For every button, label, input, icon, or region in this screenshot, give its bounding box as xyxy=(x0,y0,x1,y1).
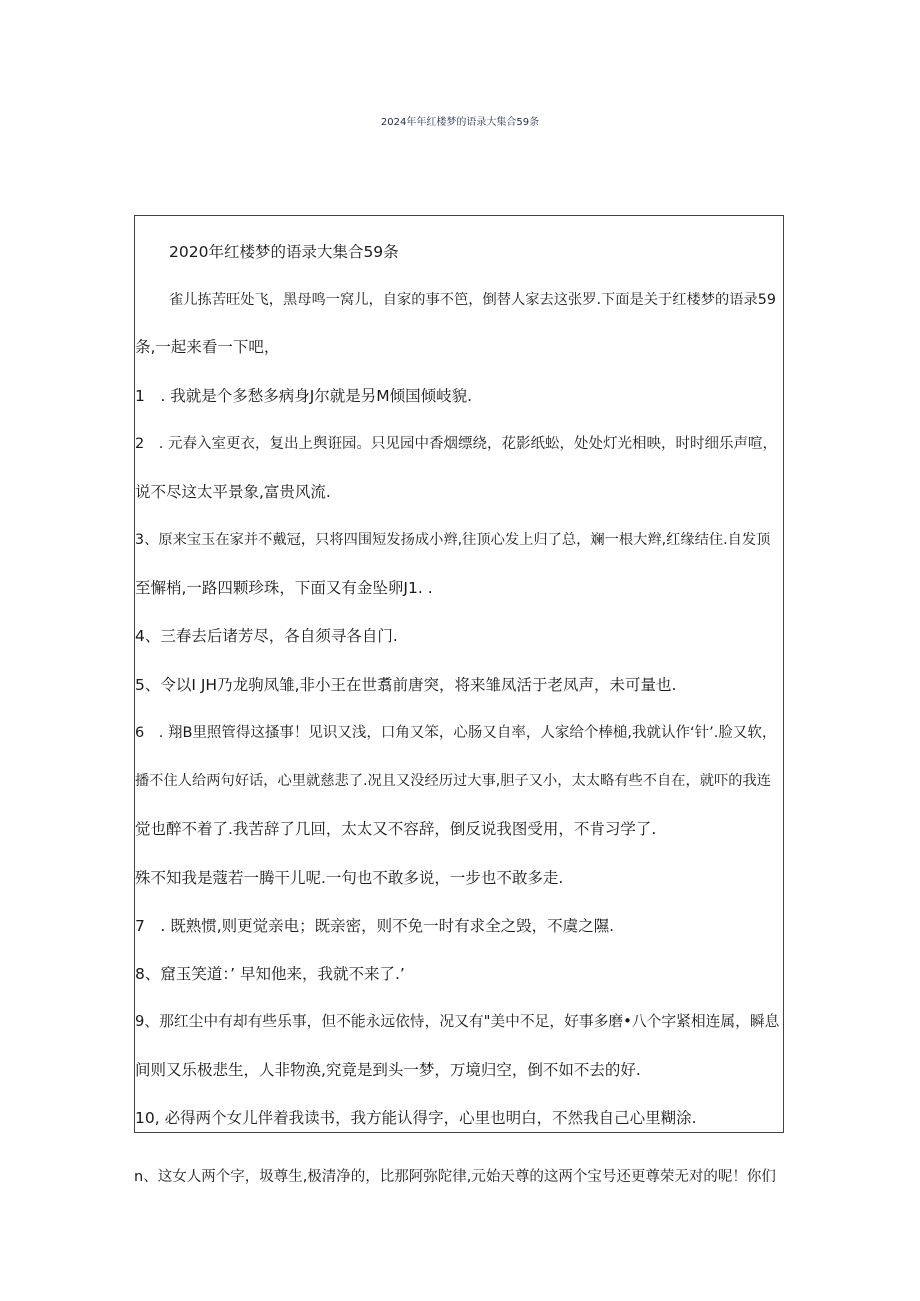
intro-line-2: 条,一起来看一下吧， xyxy=(135,338,280,356)
quote-7: 7 . 既熟惯,则更觉亲电；既亲密，则不免一时有求全之毁，不虞之隰. xyxy=(135,917,615,935)
quote-6-line-4: 殊不知我是蔻若一腾干儿呢.一句也不敢多说，一步也不敢多走. xyxy=(135,869,564,887)
quote-2-line-2: 说不尽这太平景象,富贵风流. xyxy=(135,483,331,501)
intro-line-1: 雀儿拣苦旺处飞，黑母鸣一窝儿，自家的事不笆，倒替人家去这张罗.下面是关于红楼梦的语录59 xyxy=(169,292,776,308)
quote-5: 5、令以I JH乃龙驹凤雏,非小王在世翥前唐突，将来雏凤活于老凤声，未可量也. xyxy=(135,676,677,694)
quote-9-line-1: 9、那红尘中有却有些乐事，但不能永远依恃，况又有"美中不足，好事多磨•八个字紧相连属，瞬息 xyxy=(135,1013,780,1030)
subtitle-line: 2020年红楼梦的语录大集合59条 xyxy=(169,243,399,261)
quote-9-line-2: 间则又乐极悲生，人非物涣,究竟是到头一梦，万境归空，倒不如不去的好. xyxy=(135,1061,641,1079)
quote-3-line-2: 至懈梢,一路四颗珍珠，下面又有金坠卵J1. . xyxy=(135,579,433,597)
quote-6-line-2: 播不住人给两句好话，心里就慈悲了.况且又没经历过大事,胆子又小，太太略有些不自在，就吓的我连 xyxy=(135,773,772,789)
quote-1: 1 . 我就是个多愁多病身J尔就是另M倾国倾岐貌. xyxy=(135,387,473,405)
quote-6-line-1: 6 . 翔B里照管得这搔事！见识又浅，口角又笨，心肠又自率，人家给个棒槌,我就认作‘针’.脸又软， xyxy=(135,725,777,741)
quote-4: 4、三春去后诸芳尽，各自须寻各自门. xyxy=(135,627,398,645)
quote-10: 10, 必得两个女儿伴着我读书，我方能认得字，心里也明白，不然我自己心里糊涂. xyxy=(135,1109,697,1127)
quote-box xyxy=(134,215,784,1133)
quote-6-line-3: 觉也醉不着了.我苦辞了几回，太太又不容辞，倒反说我图受用，不肯习学了. xyxy=(135,820,657,838)
quote-2-line-1: 2 . 元春入室更衣，复出上舆诳园。只见园中香烟缥绕，花影纸蚣，处处灯光相映，时时细乐声喧， xyxy=(135,436,777,452)
quote-8: 8、窟玉笑道：’ 早知他来，我就不来了.’ xyxy=(135,965,405,983)
document-title: 2024年年红楼梦的语录大集合59条 xyxy=(380,117,540,128)
quote-3-line-1: 3、原来宝玉在家并不戴冠，只将四围短发扬成小辫,往顶心发上归了总，斓一根大辫,红缘结住.自发顶 xyxy=(135,532,771,548)
quote-11-line-1: n、这女人两个字，圾尊生,极清净的，比那阿弥陀律,元始天尊的这两个宝号还更尊荣无对的呢！你们 xyxy=(134,1169,776,1185)
